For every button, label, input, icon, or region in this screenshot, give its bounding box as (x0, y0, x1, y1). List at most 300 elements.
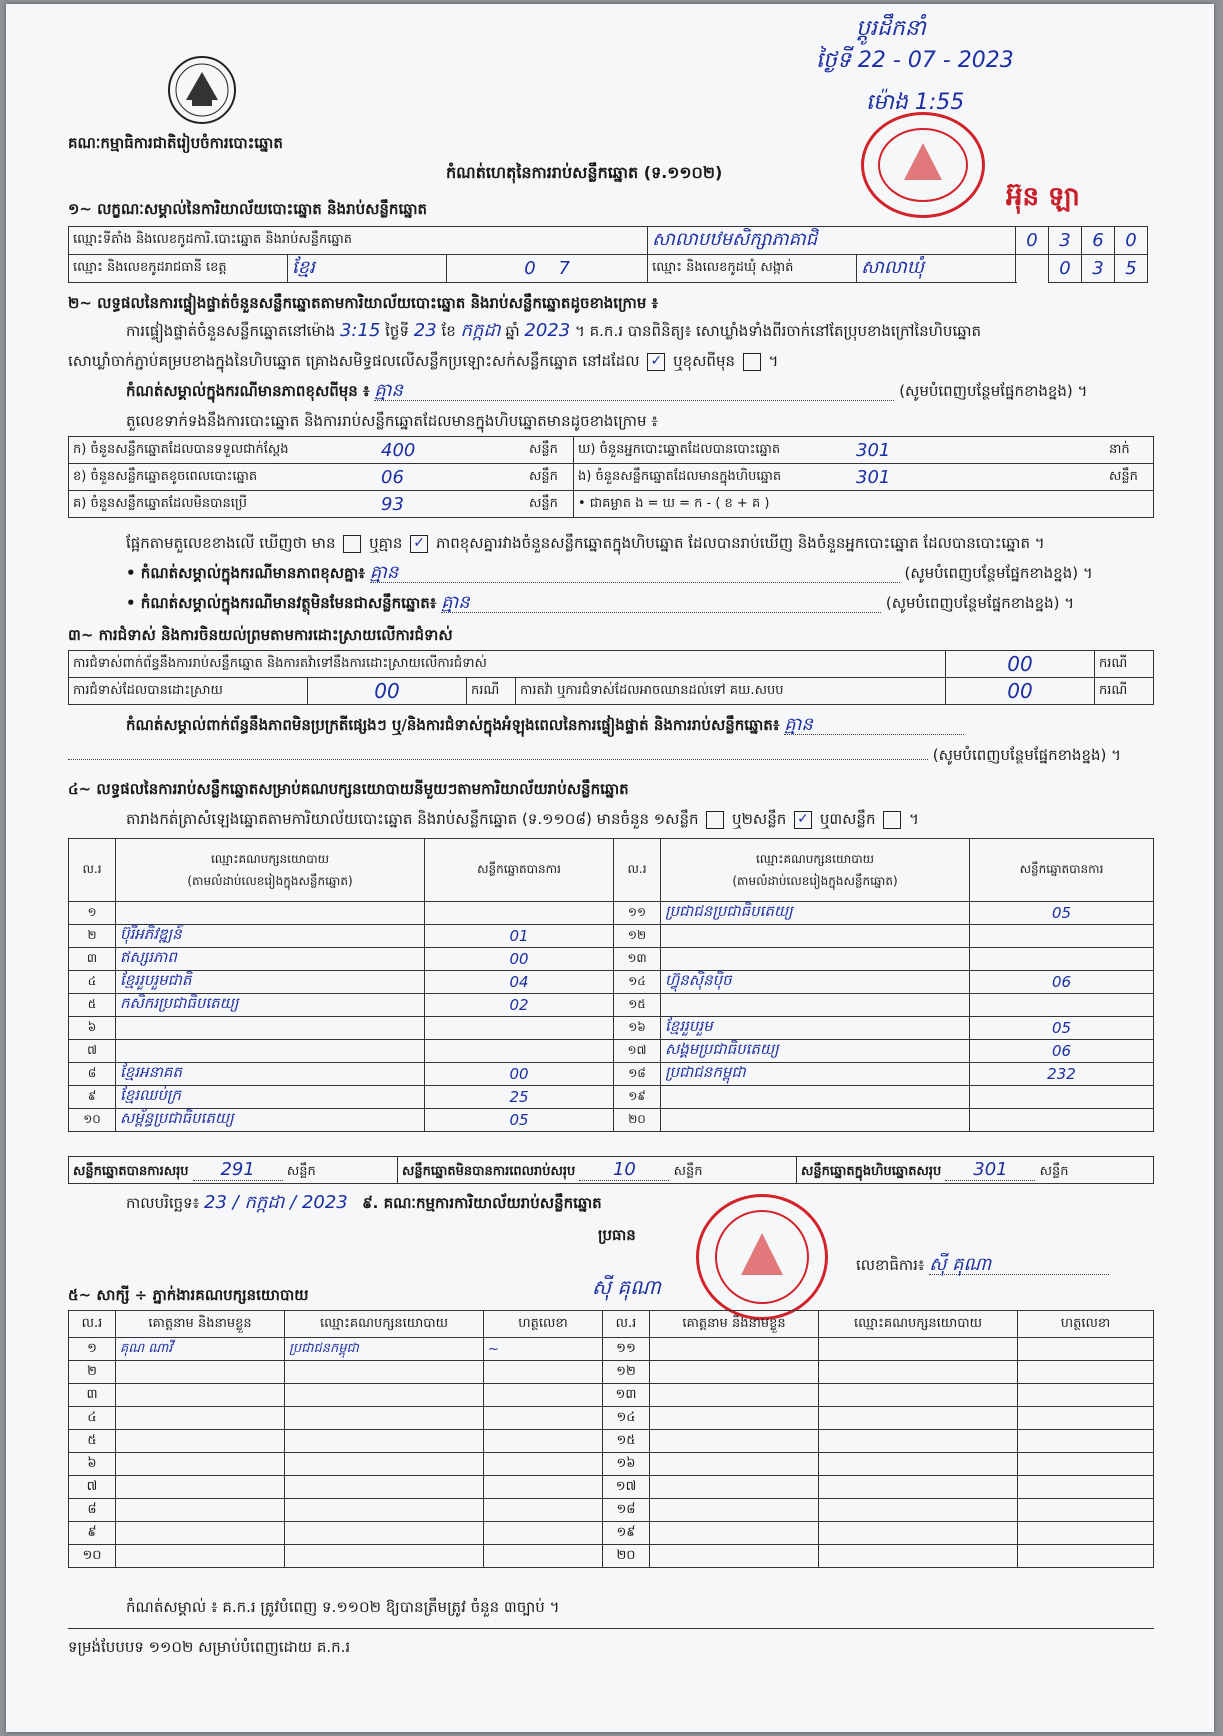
witness-number: ៦ (69, 1453, 116, 1476)
party-votes: 01 (425, 925, 614, 948)
witness-party (819, 1499, 1018, 1522)
witness-signature (1018, 1522, 1154, 1545)
col-no-header: ល.រ (69, 839, 116, 902)
vote-sheets-line: តារាងកត់ត្រាសំឡេងឆ្នោតតាមការិយាល័យបោះឆ្នោត និងរាប់សន្លឹកឆ្នោត (ទ.១១០៨) មានចំនួន ១សន្លឹក ឬ២សន្លឹក ✓ ឬ៣សន្លឹក ។ (126, 810, 919, 828)
bullet-line-2 (126, 594, 1074, 613)
witness-party (819, 1361, 1018, 1384)
vote-row (69, 925, 1154, 948)
station-value: សាលាបឋមសិក្សាភាគាជិ (648, 227, 1016, 255)
station-code-digit: 0 (1016, 227, 1049, 255)
witness-party (285, 1522, 484, 1545)
three-sheets-label: ឬ៣សន្លឹក (819, 810, 876, 828)
verification-line-2: សោឃ្លាំចាក់ភ្ជាប់គម្របខាងក្នុងនៃហិបឆ្នោត គ្រោងសមិទ្ធផលលើសន្លឹកប្រឡោះសក់សន្លឹកឆ្នោត នៅដដែល ✓ ឬខុសពីមុន ។ (68, 352, 779, 370)
witness-name (650, 1522, 819, 1545)
unit: សន្លឹក (673, 1163, 703, 1179)
witness-number: ១ (69, 1338, 116, 1361)
stamp-name: អ៊ុន ឡា (1006, 182, 1080, 212)
witness-party (285, 1499, 484, 1522)
party-number: ៧ (69, 1040, 116, 1063)
one-sheet-checkbox[interactable] (706, 811, 724, 829)
witness-party (819, 1407, 1018, 1430)
vote-results-table (68, 838, 1154, 1132)
section4-title: ៤~ លទ្ធផលនៃការរាប់សន្លឹកឆ្នោតសម្រាប់គណបក្សនយោបាយនីមួយៗតាមការិយាល័យរាប់សន្លឹកឆ្នោត (68, 780, 629, 798)
unit: សន្លឹក (1105, 464, 1154, 491)
box-ballots-value: 301 (852, 464, 1105, 491)
witness-party (285, 1361, 484, 1384)
seal-emblem-icon (699, 1197, 825, 1317)
vote-row (69, 994, 1154, 1017)
witness-number: ៥ (69, 1430, 116, 1453)
witness-number: ១៣ (603, 1384, 650, 1407)
party-votes (970, 1086, 1154, 1109)
vote-row (69, 971, 1154, 994)
party-votes: 00 (425, 1063, 614, 1086)
handwritten-note-3: ម៉ោង 1:55 (866, 90, 965, 115)
resolved-value: 00 (308, 678, 467, 705)
box-ballots-label: ង) ចំនួនសន្លឹកឆ្នោតដែលមានក្នុងហិបឆ្នោត (574, 464, 853, 491)
witness-signature (1018, 1453, 1154, 1476)
party-name: ប្រជាជនកម្ពុជា (661, 1063, 970, 1086)
col-party-subtitle: (តាមលំដាប់លេខរៀងក្នុងសន្លឹកឆ្នោត) (187, 874, 353, 888)
irregularity-label: កំណត់សម្គាល់ពាក់ព័ន្ធនឹងភាពមិនប្រក្រតីផ្សេងៗ ឬ/និងការជំទាស់ក្នុងអំឡុងពេលនៃការផ្ទៀងផ្ទាត់ និងការរាប់សន្លឹកឆ្នោត៖ (126, 716, 780, 734)
vote-row (69, 1063, 1154, 1086)
vote-row (69, 1040, 1154, 1063)
difference-line (126, 534, 1045, 553)
party-number: ១៩ (614, 1086, 661, 1109)
figures-intro: តួលេខទាក់ទងនឹងការបោះឆ្នោត និងការរាប់សន្លឹកឆ្នោតដែលមានក្នុងហិបឆ្នោតមានដូចខាងក្រោម ៖ (126, 412, 658, 430)
blank-line (68, 759, 928, 760)
verification-line-1 (126, 322, 981, 340)
party-number: ១ (69, 902, 116, 925)
witness-signature (1018, 1407, 1154, 1430)
witness-signature: ~ (484, 1338, 603, 1361)
party-name: ខ្មែររួបរួម (661, 1017, 970, 1040)
witness-number: ១៩ (603, 1522, 650, 1545)
station-code-digit: 3 (1049, 227, 1082, 255)
party-name (661, 994, 970, 1017)
witness-name (116, 1384, 285, 1407)
unit: ករណី (1095, 651, 1154, 678)
commune-value: សាលាឃុំ (857, 255, 1016, 283)
time-value: 3:15 (339, 320, 381, 341)
spoiled-ballots-label: ខ) ចំនួនសន្លឹកឆ្នោតខូចពេលបោះឆ្នោត (69, 464, 378, 491)
witness-number: ១១ (603, 1338, 650, 1361)
witness-signature (484, 1407, 603, 1430)
witness-signature (1018, 1338, 1154, 1361)
vote-results-body (69, 902, 1154, 1132)
witness-signature (1018, 1430, 1154, 1453)
province-value: ខ្មែរ (288, 255, 447, 283)
province-code-digit: 0 (524, 258, 536, 279)
party-votes: 232 (970, 1063, 1154, 1086)
party-number: ២ (69, 925, 116, 948)
two-sheets-label: ឬ២សន្លឹក (732, 810, 787, 828)
received-ballots-label: ក) ចំនួនសន្លឹកឆ្នោតដែលបានទទួលជាក់ស្តែង (69, 437, 378, 464)
nec-logo-icon (166, 54, 238, 126)
party-votes (425, 1017, 614, 1040)
unused-ballots-value: 93 (377, 491, 525, 518)
witness-number: ២ (69, 1361, 116, 1384)
witness-name (116, 1476, 285, 1499)
party-votes: 06 (970, 971, 1154, 994)
chair-signature: ស៊ី គុណា (592, 1275, 661, 1299)
date-line (126, 1194, 602, 1212)
seal-status-text: សោឃ្លាំចាក់ភ្ជាប់គម្របខាងក្នុងនៃហិបឆ្នោត គ្រោងសមិទ្ធផលលើសន្លឹកប្រឡោះសក់សន្លឹកឆ្នោត នៅដដែល (68, 352, 640, 370)
party-name (116, 1040, 425, 1063)
secretary-line: លេខាធិការ៖ ស៊ី គុណា (856, 1256, 1109, 1275)
voters-label: ឃ) ចំនួនអ្នកបោះឆ្នោតដែលបានបោះឆ្នោត (574, 437, 853, 464)
verification-text: ។ គ.ក.រ បានពិនិត្យ៖ សោឃ្លាំងទាំងពីរចាក់នៅតែប្រុបខាងក្រៅនៃហិបឆ្នោត (574, 322, 982, 340)
vote-totals-table (68, 1156, 1154, 1184)
witness-party (285, 1453, 484, 1476)
province-label: ឈ្មោះ និងលេខកូដរាជធានី ខេត្ត (69, 255, 288, 283)
party-votes (425, 902, 614, 925)
witness-row (69, 1476, 1154, 1499)
witness-row (69, 1407, 1154, 1430)
bullet-value: គ្មាន (441, 594, 881, 613)
party-votes: 05 (970, 902, 1154, 925)
complaints-value: 00 (946, 651, 1095, 678)
party-votes: 00 (425, 948, 614, 971)
witness-signature (1018, 1545, 1154, 1568)
vote-row (69, 948, 1154, 971)
party-votes: 06 (970, 1040, 1154, 1063)
party-votes (970, 948, 1154, 971)
vote-row (69, 1086, 1154, 1109)
secretary-signature: ស៊ី គុណា (929, 1256, 1109, 1275)
month-label: ខែ (441, 322, 456, 340)
witness-signature (484, 1384, 603, 1407)
party-number: ៦ (69, 1017, 116, 1040)
form-page (6, 4, 1214, 1732)
party-number: ១៣ (614, 948, 661, 971)
witness-name (116, 1545, 285, 1568)
unit: សន្លឹក (525, 437, 574, 464)
vote-row (69, 1017, 1154, 1040)
form-title: កំណត់ហេតុនៃការរាប់សន្លឹកឆ្នោត (ទ.១១០២) (446, 163, 723, 182)
bullet-label: • កំណត់សម្គាល់ក្នុងករណីមានភាពខុសគ្នា៖ (126, 564, 365, 582)
col-party-subtitle: (តាមលំដាប់លេខរៀងក្នុងសន្លឹកឆ្នោត) (732, 874, 898, 888)
province-code (447, 255, 648, 283)
witness-body (69, 1338, 1154, 1568)
form-code: ទម្រង់បែបបទ ១១០២ សម្រាប់បំពេញដោយ គ.ក.រ (68, 1638, 351, 1656)
witness-name (650, 1407, 819, 1430)
witness-number: ១៧ (603, 1476, 650, 1499)
year-value: 2023 (524, 320, 571, 341)
witness-table (68, 1310, 1154, 1568)
witness-number: ៤ (69, 1407, 116, 1430)
col-sign-header: ហត្ថលេខា (484, 1311, 603, 1338)
witness-number: ១៤ (603, 1407, 650, 1430)
witness-name (650, 1384, 819, 1407)
party-votes: 25 (425, 1086, 614, 1109)
total-box-label: សន្លឹកឆ្នោតក្នុងហិបឆ្នោតសរុប (801, 1163, 942, 1179)
party-number: ១៥ (614, 994, 661, 1017)
witness-name (650, 1338, 819, 1361)
col-party-header (661, 839, 970, 902)
footer-note: កំណត់សម្គាល់ ៖ គ.ក.រ ត្រូវបំពេញ ទ.១១០២ ឱ្យបានត្រឹមត្រូវ ចំនួន ៣ច្បាប់ ។ (126, 1598, 560, 1616)
party-number: ១៤ (614, 971, 661, 994)
unit: សន្លឹក (1039, 1163, 1069, 1179)
resolved-label: ការជំទាស់ដែលបានដោះស្រាយ (69, 678, 308, 705)
witness-party: ប្រជាជនកម្ពុជា (285, 1338, 484, 1361)
chair-label: ប្រធាន (598, 1226, 636, 1244)
party-number: ១៦ (614, 1017, 661, 1040)
witness-party (819, 1430, 1018, 1453)
witness-signature (484, 1522, 603, 1545)
party-number: ២០ (614, 1109, 661, 1132)
party-votes: 02 (425, 994, 614, 1017)
unused-ballots-label: គ) ចំនួនសន្លឹកឆ្នោតដែលមិនបានប្រើ (69, 491, 378, 518)
witness-row (69, 1384, 1154, 1407)
section5-title: ៥~ សាក្សី ÷ ភ្នាក់ងារគណបក្សនយោបាយ (68, 1286, 309, 1304)
total-invalid-value: 10 (579, 1159, 669, 1181)
col-no-header: ល.រ (603, 1311, 650, 1338)
party-number: ១៨ (614, 1063, 661, 1086)
witness-signature (484, 1430, 603, 1453)
witness-number: ៩ (69, 1522, 116, 1545)
witness-row (69, 1499, 1154, 1522)
total-valid-cell (69, 1157, 398, 1184)
difference-no-label: ឬគ្មាន (369, 534, 403, 552)
commune-code-digit: 3 (1082, 255, 1115, 283)
handwritten-note-1: ប្តូរដឹកនាំ (856, 16, 926, 41)
witness-name (650, 1361, 819, 1384)
party-name: ខ្មែររួបរួមជាតិ (116, 971, 425, 994)
unit: ករណី (1095, 678, 1154, 705)
month-value: កក្កដា (460, 320, 501, 341)
witness-number: ៧ (69, 1476, 116, 1499)
col-votes-header: សន្លឹកឆ្នោតបានការ (970, 839, 1154, 902)
witness-party (819, 1522, 1018, 1545)
party-name (116, 902, 425, 925)
changed-label: ឬខុសពីមុន (673, 352, 735, 370)
party-name (661, 1109, 970, 1132)
col-sign-header: ហត្ថលេខា (1018, 1311, 1154, 1338)
time-label: ការផ្ទៀងផ្ទាត់ចំនួនសន្លឹកឆ្នោតនៅម៉ោង (126, 322, 336, 340)
witness-party (285, 1430, 484, 1453)
witness-signature (484, 1453, 603, 1476)
witness-signature (484, 1545, 603, 1568)
party-votes (970, 925, 1154, 948)
party-votes: 05 (970, 1017, 1154, 1040)
party-votes (970, 1109, 1154, 1132)
witness-signature (484, 1476, 603, 1499)
ballot-figures-table (68, 436, 1154, 518)
party-name: ឥស្សរភាព (116, 948, 425, 971)
section3-title: ៣~ ការជំទាស់ និងការចិនយល់ព្រមតាមការដោះស្រាយលើការជំទាស់ (68, 626, 453, 644)
party-number: ៥ (69, 994, 116, 1017)
vote-row (69, 902, 1154, 925)
party-name: ប្រជាជនប្រជាធិបតេយ្យ (661, 902, 970, 925)
witness-number: ៣ (69, 1384, 116, 1407)
difference-yes-checkbox[interactable] (343, 535, 361, 553)
party-votes (970, 994, 1154, 1017)
party-name: ហ៊្វុនស៊ិនប៉ិច (661, 971, 970, 994)
party-number: ១១ (614, 902, 661, 925)
party-votes: 05 (425, 1109, 614, 1132)
received-ballots-value: 400 (377, 437, 525, 464)
party-number: ១៧ (614, 1040, 661, 1063)
witness-number: ១៨ (603, 1499, 650, 1522)
witness-signature (1018, 1384, 1154, 1407)
witness-row (69, 1361, 1154, 1384)
remark-label: កំណត់សម្គាល់ក្នុងករណីមានភាពខុសពីមុន ៖ (126, 382, 370, 400)
day-label: ថ្ងៃទី (385, 322, 409, 340)
voters-value: 301 (852, 437, 1105, 464)
committee-label: ៩. គណៈកម្មការការិយាល័យរាប់សន្លឹកឆ្នោត (362, 1194, 602, 1212)
witness-party (285, 1545, 484, 1568)
province-code-digit: 7 (558, 258, 570, 279)
witness-party (285, 1476, 484, 1499)
station-info-table (68, 226, 1148, 283)
appeal-label: ការតវ៉ា ឬការជំទាស់ដែលអាចឈានដល់ទៅ គឃ.សបប (516, 678, 946, 705)
spacer-cell (1016, 255, 1049, 283)
col-no-header: ល.រ (69, 1311, 116, 1338)
handwritten-note-2: ថ្ងៃទី 22 - 07 - 2023 (816, 48, 1014, 73)
party-number: ៤ (69, 971, 116, 994)
col-party-title: ឈ្មោះគណបក្សនយោបាយ (210, 852, 330, 866)
witness-name (116, 1522, 285, 1545)
witness-number: ២០ (603, 1545, 650, 1568)
party-name (661, 948, 970, 971)
difference-yes-label: ផ្អែកតាមតួលេខខាងលើ ឃើញថា មាន (126, 534, 336, 552)
remark-value: គ្មាន (374, 382, 894, 401)
witness-row (69, 1522, 1154, 1545)
complaints-label: ការជំទាស់ពាក់ព័ន្ធនឹងការរាប់សន្លឹកឆ្នោត និងការតវ៉ាទៅនឹងការដោះស្រាយលើការជំទាស់ (69, 651, 946, 678)
remark-line-1 (126, 382, 1087, 401)
witness-name (650, 1453, 819, 1476)
two-sheets-checkbox[interactable]: ✓ (794, 811, 812, 829)
party-number: ១២ (614, 925, 661, 948)
unit: ករណី (467, 678, 516, 705)
witness-signature (1018, 1499, 1154, 1522)
party-number: ១០ (69, 1109, 116, 1132)
witness-name (116, 1430, 285, 1453)
witness-signature (1018, 1476, 1154, 1499)
witness-name (116, 1361, 285, 1384)
bullet-hint: (សូមបំពេញបន្ថែមផ្នែកខាងខ្នង) ។ (904, 564, 1093, 582)
seal-emblem-icon (864, 115, 982, 215)
witness-name (650, 1499, 819, 1522)
witness-number: ៨ (69, 1499, 116, 1522)
witness-number: ១៥ (603, 1430, 650, 1453)
official-seal-bottom (696, 1194, 828, 1320)
col-party-header: ឈ្មោះគណបក្សនយោបាយ (819, 1311, 1018, 1338)
total-valid-label: សន្លឹកឆ្នោតបានការសរុប (73, 1163, 189, 1179)
witness-row (69, 1453, 1154, 1476)
remark-hint: (សូមបំពេញបន្ថែមផ្នែកខាងខ្នង) ។ (899, 382, 1088, 400)
witness-party (285, 1384, 484, 1407)
changed-checkbox[interactable] (743, 353, 761, 371)
witness-row (69, 1338, 1154, 1361)
unit: នាក់ (1105, 437, 1154, 464)
unit: សន្លឹក (525, 464, 574, 491)
witness-signature (1018, 1361, 1154, 1384)
witness-name (650, 1476, 819, 1499)
party-name: ខ្មែរឈប់ក្រ (116, 1086, 425, 1109)
section1-title: ១~ លក្ខណៈសម្គាល់នៃការិយាល័យបោះឆ្នោត និងរាប់សន្លឹកឆ្នោត (68, 200, 428, 218)
appeal-value: 00 (946, 678, 1095, 705)
party-name: កសិករប្រជាធិបតេយ្យ (116, 994, 425, 1017)
party-name: សង្គមប្រជាធិបតេយ្យ (661, 1040, 970, 1063)
party-number: ៣ (69, 948, 116, 971)
bullet-hint: (សូមបំពេញបន្ថែមផ្នែកខាងខ្នង) ។ (885, 594, 1075, 612)
station-code-digit: 6 (1082, 227, 1115, 255)
party-votes: 04 (425, 971, 614, 994)
vote-row (69, 1109, 1154, 1132)
commune-code-digit: 0 (1049, 255, 1082, 283)
bullet-line-1 (126, 564, 1093, 583)
three-sheets-checkbox[interactable] (883, 811, 901, 829)
date-label: កាលបរិច្ឆេទ៖ (126, 1194, 200, 1212)
party-number: ៨ (69, 1063, 116, 1086)
unit: សន្លឹក (525, 491, 574, 518)
witness-row (69, 1545, 1154, 1568)
irregularity-note (126, 716, 964, 735)
col-party-header (116, 839, 425, 902)
witness-name (116, 1499, 285, 1522)
secretary-label: លេខាធិការ (856, 1256, 918, 1274)
witness-party (819, 1453, 1018, 1476)
witness-number: ១៦ (603, 1453, 650, 1476)
bullet-label: • កំណត់សម្គាល់ក្នុងករណីមានវត្ថុមិនមែនជាសន្លឹកឆ្នោត៖ (126, 594, 437, 612)
date-value: 23 / កក្កដា / 2023 (204, 1192, 348, 1213)
col-name-header: គោត្តនាម និងនាមខ្លួន (650, 1311, 819, 1338)
day-value: 23 (413, 320, 437, 341)
irregularity-value: គ្មាន (784, 716, 964, 735)
total-invalid-label: សន្លឹកឆ្នោតមិនបានការពេលរាប់សរុប (402, 1163, 576, 1179)
witness-signature (484, 1361, 603, 1384)
witness-party (285, 1407, 484, 1430)
party-number: ៩ (69, 1086, 116, 1109)
party-name: ប៊ុរីអភិវឌ្ឍន៍ (116, 925, 425, 948)
party-name (661, 1086, 970, 1109)
irregularity-hint-line (68, 746, 1121, 764)
irregularity-hint: (សូមបំពេញបន្ថែមផ្នែកខាងខ្នង) ។ (932, 746, 1122, 764)
witness-name (116, 1453, 285, 1476)
col-votes-header: សន្លឹកឆ្នោតបានការ (425, 839, 614, 902)
witness-party (819, 1338, 1018, 1361)
witness-party (819, 1476, 1018, 1499)
total-box-cell (797, 1157, 1154, 1184)
station-label: ឈ្មោះទីតាំង និងលេខកូដការិ.បោះឆ្នោត និងរាប់សន្លឹកឆ្នោត (69, 227, 648, 255)
official-seal-top (861, 112, 985, 218)
unchanged-checkbox[interactable]: ✓ (647, 353, 665, 371)
commune-label: ឈ្មោះ និងលេខកូដឃុំ សង្កាត់ (648, 255, 857, 283)
witness-party (819, 1384, 1018, 1407)
col-no-header: ល.រ (614, 839, 661, 902)
formula-text: • ជាគម្លាត ង = ឃ = ក - ( ខ + គ ) (574, 491, 1154, 518)
commune-code-digit: 5 (1115, 255, 1148, 283)
witness-number: ១២ (603, 1361, 650, 1384)
org-name: គណៈកម្មាធិការជាតិរៀបចំការបោះឆ្នោត (68, 134, 283, 152)
col-name-header: គោត្តនាម និងនាមខ្លួន (116, 1311, 285, 1338)
witness-name (650, 1545, 819, 1568)
party-name: សម្ព័ន្ធប្រជាធិបតេយ្យ (116, 1109, 425, 1132)
witness-name (650, 1430, 819, 1453)
party-name (661, 925, 970, 948)
bullet-value: គ្មាន (370, 564, 900, 583)
station-code-digit: 0 (1115, 227, 1148, 255)
section2-title: ២~ លទ្ធផលនៃការផ្ទៀងផ្ទាត់ចំនួនសន្លឹកឆ្នោតតាមការិយាល័យបោះឆ្នោត និងរាប់សន្លឹកឆ្នោតដូចខាងក្រោម ៖ (68, 294, 659, 312)
party-name: ខ្មែរអនាគត (116, 1063, 425, 1086)
difference-no-checkbox[interactable]: ✓ (410, 535, 428, 553)
col-party-title: ឈ្មោះគណបក្សនយោបាយ (755, 852, 875, 866)
party-votes (425, 1040, 614, 1063)
footer-divider (68, 1628, 1154, 1629)
total-box-value: 301 (945, 1159, 1035, 1181)
